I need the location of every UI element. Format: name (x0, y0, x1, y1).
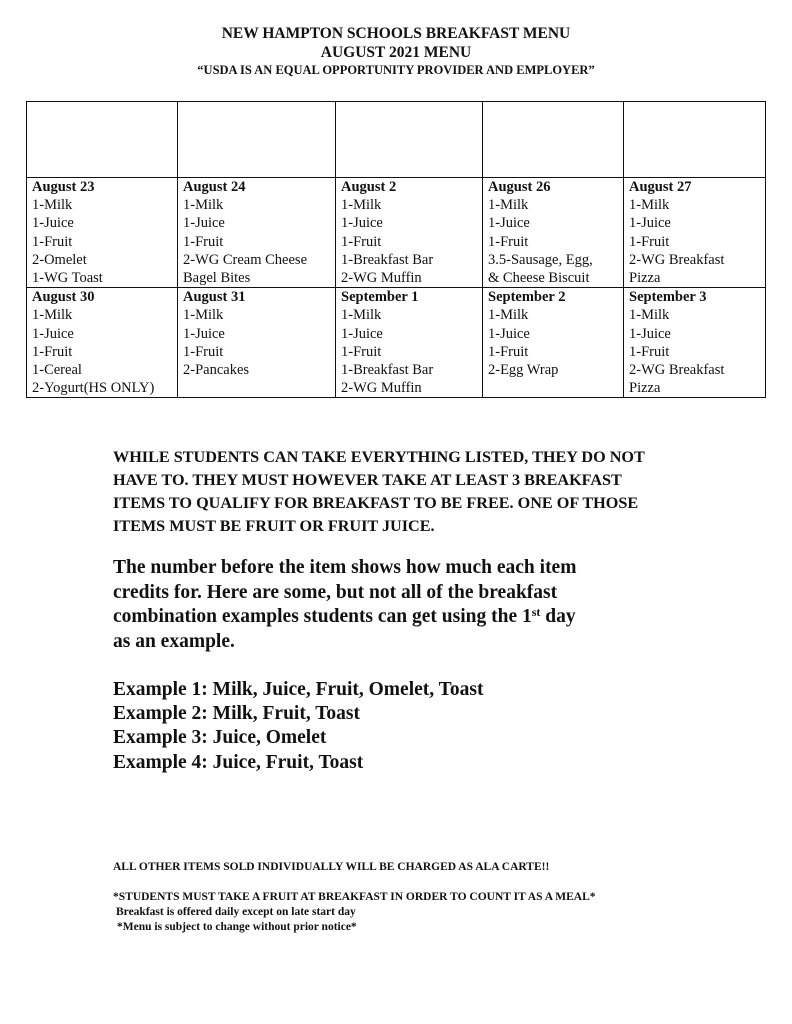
menu-item: 1-Milk (488, 307, 529, 324)
menu-item: 2-Omelet (32, 251, 87, 268)
menu-item: 2-Yogurt(HS ONLY) (32, 380, 155, 397)
explain-text: combination examples students can get using the 1 (113, 606, 532, 627)
menu-cell (336, 288, 483, 398)
document-header (0, 24, 792, 79)
menu-day: September 2 (488, 289, 566, 306)
menu-cell (624, 288, 766, 398)
menu-item: 1-Fruit (488, 233, 529, 250)
menu-day: August 23 (32, 179, 95, 195)
menu-item: 2-Egg Wrap (488, 362, 559, 379)
menu-item: 2-WG Muffin (341, 270, 422, 287)
menu-cell-empty (27, 102, 178, 178)
menu-cell (624, 178, 766, 288)
menu-cell (483, 288, 624, 398)
menu-item: 1-Milk (32, 307, 73, 324)
notice-line: WHILE STUDENTS CAN TAKE EVERYTHING LISTED, THEY DO NOT (113, 448, 645, 466)
menu-item: Pizza (629, 270, 661, 287)
footer-notes (113, 890, 596, 935)
menu-row-week2 (27, 288, 766, 398)
example-line: Example 2: Milk, Fruit, Toast (113, 703, 361, 725)
menu-item: 1-Fruit (629, 233, 670, 250)
fruit-meal-note: *STUDENTS MUST TAKE A FRUIT AT BREAKFAST IN ORDER TO COUNT IT AS A MEAL* (113, 891, 596, 903)
menu-item: 1-Juice (183, 215, 225, 232)
menu-item: 1-Fruit (32, 343, 73, 360)
menu-day: September 3 (629, 289, 707, 306)
menu-cell (27, 288, 178, 398)
menu-item: 2-WG Muffin (341, 380, 422, 397)
ordinal-suffix: st (531, 605, 541, 619)
menu-item: 1-Milk (32, 197, 73, 214)
menu-day: August 24 (183, 179, 246, 195)
notice-line: ITEMS MUST BE FRUIT OR FRUIT JUICE. (113, 517, 435, 535)
menu-item: 1-Juice (341, 215, 383, 232)
notice-line: HAVE TO. THEY MUST HOWEVER TAKE AT LEAST 3 BREAKFAST (113, 471, 622, 489)
menu-item: 1-Fruit (341, 233, 382, 250)
menu-cell (483, 178, 624, 288)
menu-item: 1-Juice (488, 325, 530, 342)
menu-change-note: *Menu is subject to change without prior notice* (117, 921, 357, 933)
menu-item: 1-Fruit (341, 343, 382, 360)
free-breakfast-notice (113, 446, 713, 538)
menu-item: 1-Fruit (32, 233, 73, 250)
menu-item: 3.5-Sausage, Egg, (488, 251, 593, 268)
menu-item: 1-Milk (341, 197, 382, 214)
menu-title: NEW HAMPTON SCHOOLS BREAKFAST MENU (221, 25, 571, 42)
menu-item: Pizza (629, 380, 661, 397)
menu-item: 1-Juice (32, 325, 74, 342)
explain-line (113, 605, 713, 630)
explain-line: as an example. (113, 630, 235, 652)
ala-carte-notice: ALL OTHER ITEMS SOLD INDIVIDUALLY WILL BE CHARGED AS ALA CARTE!! (113, 861, 550, 873)
menu-item: 2-Pancakes (183, 362, 250, 379)
menu-item: 1-Cereal (32, 362, 82, 379)
menu-item: 1-Fruit (183, 343, 224, 360)
menu-cell-empty (336, 102, 483, 178)
menu-item: 1-Fruit (488, 343, 529, 360)
menu-row-blank (27, 102, 766, 178)
explain-line: The number before the item shows how much each item (113, 557, 577, 578)
menu-day: August 31 (183, 289, 246, 306)
menu-item: 1-Fruit (183, 233, 224, 250)
menu-item: 1-Juice (32, 215, 74, 232)
menu-item: & Cheese Biscuit (488, 270, 590, 287)
menu-item: 1-Breakfast Bar (341, 362, 434, 379)
menu-cell-empty (624, 102, 766, 178)
menu-item: 1-Fruit (629, 343, 670, 360)
menu-cell-empty (178, 102, 336, 178)
menu-day: August 30 (32, 289, 95, 306)
example-line: Example 3: Juice, Omelet (113, 727, 327, 749)
explain-line: credits for. Here are some, but not all of the breakfast (113, 581, 558, 603)
menu-day: September 1 (341, 289, 419, 306)
menu-item: 1-Milk (183, 197, 224, 214)
menu-item: 1-Juice (629, 325, 671, 342)
menu-row-week1 (27, 178, 766, 288)
usda-statement: “USDA IS AN EQUAL OPPORTUNITY PROVIDER AND EMPLOYER” (197, 63, 595, 77)
menu-month: AUGUST 2021 MENU (320, 44, 472, 61)
menu-cell (27, 178, 178, 288)
combination-examples (113, 678, 713, 775)
menu-day: August 2 (341, 179, 397, 195)
example-line: Example 1: Milk, Juice, Fruit, Omelet, Toast (113, 679, 484, 700)
late-start-note: Breakfast is offered daily except on late start day (116, 906, 356, 918)
menu-cell (178, 288, 336, 398)
menu-item: 1-Juice (341, 325, 383, 342)
menu-item: 1-WG Toast (32, 270, 103, 287)
menu-item: 1-Juice (629, 215, 671, 232)
credit-explanation (113, 556, 713, 654)
menu-item: 1-Milk (629, 307, 670, 324)
menu-item: 1-Milk (341, 307, 382, 324)
menu-cell-empty (483, 102, 624, 178)
menu-item: 1-Milk (629, 197, 670, 214)
notice-line: ITEMS TO QUALIFY FOR BREAKFAST TO BE FREE. ONE OF THOSE (113, 494, 639, 512)
menu-item: 1-Milk (488, 197, 529, 214)
menu-item: 1-Milk (183, 307, 224, 324)
breakfast-menu-table (26, 101, 766, 398)
menu-item: Bagel Bites (183, 270, 251, 287)
menu-cell (178, 178, 336, 288)
menu-item: 2-WG Breakfast (629, 362, 725, 379)
menu-item: 1-Breakfast Bar (341, 251, 434, 268)
example-line: Example 4: Juice, Fruit, Toast (113, 751, 364, 773)
menu-item: 2-WG Breakfast (629, 251, 725, 268)
explain-text: day (540, 606, 576, 627)
menu-item: 1-Juice (183, 325, 225, 342)
menu-day: August 26 (488, 179, 551, 195)
menu-day: August 27 (629, 179, 692, 195)
menu-item: 1-Juice (488, 215, 530, 232)
menu-cell (336, 178, 483, 288)
menu-item: 2-WG Cream Cheese (183, 251, 308, 268)
